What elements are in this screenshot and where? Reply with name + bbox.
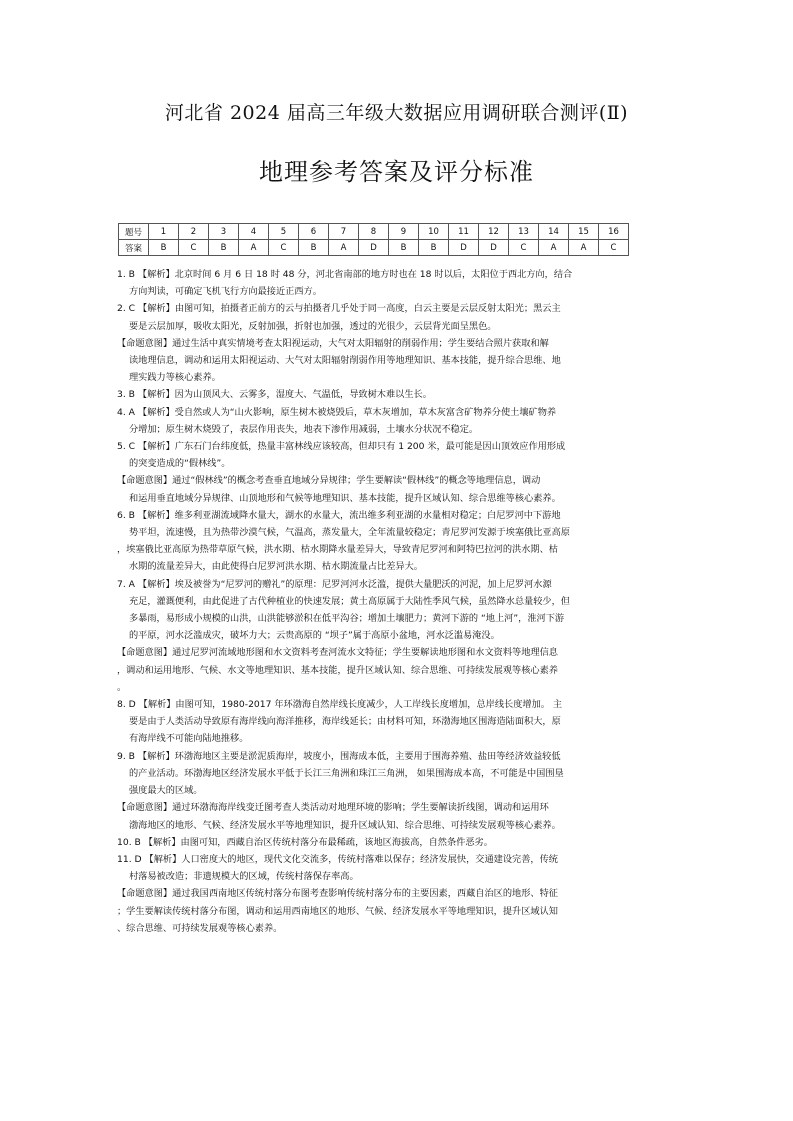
question-number-cell: 6 xyxy=(299,224,329,240)
answer-cell: B xyxy=(209,240,239,256)
answer-cell: A xyxy=(329,240,359,256)
text-line: 。 xyxy=(117,681,127,693)
question-number-cell: 16 xyxy=(599,224,629,240)
table-header-cell: 答案 xyxy=(119,240,149,256)
answer-cell: B xyxy=(389,240,419,256)
question-number-cell: 11 xyxy=(449,224,479,240)
question-number-cell: 8 xyxy=(359,224,389,240)
question-number-cell: 10 xyxy=(419,224,449,240)
text-line: 村落易被改造；非遗规模大的区域，传统村落保存率高。 xyxy=(129,871,359,883)
answer-table-row-answers xyxy=(119,240,629,256)
answer-cell: A xyxy=(569,240,599,256)
text-line: 、综合思维、可持续发展观等核心素养。 xyxy=(117,922,283,934)
text-line: 强度最大的区域。 xyxy=(129,785,203,797)
text-line: 读地理信息，调动和运用太阳视运动、大气对太阳辐射削弱作用等地理知识、基本技能，提升综合思维、地 xyxy=(129,355,561,367)
table-header-cell: 题号 xyxy=(119,224,149,240)
text-line: 多暴雨，易形成小规模的山洪，山洪能够淤积在低平沟谷；增加土壤肥力；黄河下游的 “地上河”，淮河下游 xyxy=(129,613,565,625)
document-subtitle: 地理参考答案及评分标准 xyxy=(259,158,534,186)
question-number-cell: 1 xyxy=(149,224,179,240)
question-number-cell: 14 xyxy=(539,224,569,240)
answer-cell: B xyxy=(299,240,329,256)
text-line: 渤海地区的地形、气候、经济发展水平等地理知识，提升区域认知、综合思维、可持续发展观等核心素养。 xyxy=(129,819,561,831)
answer-table xyxy=(118,223,629,256)
question-number-cell: 15 xyxy=(569,224,599,240)
text-line: 8. D 【解析】由图可知，1980-2017 年环渤海自然岸线长度减少，人工岸线长度增加，总岸线长度增加。 主 xyxy=(117,699,563,711)
text-line: 理实践力等核心素养。 xyxy=(129,372,221,384)
text-line: 9. B 【解析】环渤海地区主要是淤泥质海岸，坡度小，围海成本低，主要用于围海养殖、盐田等经济效益较低 xyxy=(117,750,561,762)
text-line: 的突变造成的“假林线”。 xyxy=(129,458,231,470)
text-line: 水期的流量差异大，由此使得白尼罗河洪水期、枯水期流量占比差异大。 xyxy=(129,561,423,573)
text-line: 【命题意图】通过环渤海海岸线变迁图考查人类活动对地理环境的影响；学生要解读折线图，调动和运用环 xyxy=(117,802,549,814)
text-line: 1. B 【解析】北京时间 6 月 6 日 18 时 48 分，河北省南部的地方时也在 18 时以后，太阳位于西北方向，结合 xyxy=(117,269,573,280)
text-line: 势平坦，流速慢，且为热带沙漠气候，气温高，蒸发量大，全年流量较稳定；青尼罗河发源于埃塞俄比亚高原 xyxy=(129,527,570,539)
text-line: 4. A 【解析】受自然或人为“山火影响，原生树木被烧毁后，草木灰增加，草木灰富含矿物养分使土壤矿物养 xyxy=(117,406,557,418)
question-number-cell: 5 xyxy=(269,224,299,240)
answer-cell: C xyxy=(269,240,299,256)
explanation-body xyxy=(117,266,677,937)
answer-cell: B xyxy=(419,240,449,256)
text-line: 有海岸线不可能向陆地推移。 xyxy=(129,733,249,745)
answer-cell: D xyxy=(449,240,479,256)
text-line: 要是由于人类活动导致原有海岸线向海洋推移，海岸线延长；由材料可知，环渤海地区围海造陆面积大，原 xyxy=(129,716,561,728)
text-line: ；学生要解读传统村落分布图，调动和运用西南地区的地形、气候、经济发展水平等地理知识，提升区域认知 xyxy=(117,905,558,917)
document-title: 河北省 2024 届高三年级大数据应用调研联合测评(Ⅱ) xyxy=(164,102,629,124)
text-line: 的产业活动。环渤海地区经济发展水平低于长江三角洲和珠江三角洲， 如果围海成本高，不可能是中国围垦 xyxy=(129,767,564,779)
text-line: ，调动和运用地形、气候、水文等地理知识、基本技能，提升区域认知、综合思维、可持续发展观等核心素养 xyxy=(117,664,558,676)
text-line: 【命题意图】通过生活中真实情境考查太阳视运动，大气对太阳辐射的削弱作用；学生要结合照片获取和解 xyxy=(117,337,549,349)
text-line: ，埃塞俄比亚高原为热带草原气候，洪水期、枯水期降水量差异大，导致青尼罗河和阿特巴拉河的洪水期、枯 xyxy=(117,544,558,556)
question-number-cell: 3 xyxy=(209,224,239,240)
text-line: 【命题意图】通过我国西南地区传统村落分布图考查影响传统村落分布的主要因素，西藏自治区的地形、特征 xyxy=(117,888,558,900)
question-number-cell: 7 xyxy=(329,224,359,240)
answer-cell: B xyxy=(149,240,179,256)
answer-cell: A xyxy=(539,240,569,256)
answer-cell: C xyxy=(509,240,539,256)
text-line: 10. B 【解析】由图可知，西藏自治区传统村落分布最稀疏，该地区海拔高，自然条件恶劣。 xyxy=(117,836,493,848)
text-line: 6. B 【解析】维多利亚湖流域降水量大，湖水的水量大，流出维多利亚湖的水量相对稳定；白尼罗河中下游地 xyxy=(117,509,561,521)
text-line: 3. B 【解析】因为山顶风大、云雾多，湿度大、气温低，导致树木难以生长。 xyxy=(117,389,432,401)
text-line: 11. D 【解析】人口密度大的地区，现代文化交流多，传统村落难以保存；经济发展快，交通建设完善，传统 xyxy=(117,853,558,865)
answer-cell: A xyxy=(239,240,269,256)
text-line: 【命题意图】通过“假林线”的概念考查垂直地域分异规律；学生要解读“假林线”的概念等地理信息，调动 xyxy=(117,475,541,487)
answer-cell: D xyxy=(479,240,509,256)
text-line: 5. C 【解析】广东石门台纬度低，热量丰富林线应该较高，但却只有 1 200 米，最可能是因山顶效应作用形成 xyxy=(117,441,566,453)
text-line: 充足，灌溉便利，由此促进了古代种植业的快速发展；黄土高原属于大陆性季风气候，虽然降水总量较少，但 xyxy=(129,595,570,607)
text-line: 分增加；原生树木烧毁了，表层作用丧失，地表下渗作用减弱，土壤水分状况不稳定。 xyxy=(129,423,479,435)
text-line: 2. C 【解析】由图可知，拍摄者正前方的云与拍摄者几乎处于同一高度，白云主要是云层反射太阳光；黑云主 xyxy=(117,303,561,315)
question-number-cell: 4 xyxy=(239,224,269,240)
text-line: 7. A 【解析】埃及被誉为“尼罗河的赠礼”的原理：尼罗河河水泛滥，提供大量肥沃的河泥，加上尼罗河水源 xyxy=(117,578,552,590)
answer-cell: C xyxy=(179,240,209,256)
question-number-cell: 12 xyxy=(479,224,509,240)
answer-cell: D xyxy=(359,240,389,256)
question-number-cell: 9 xyxy=(389,224,419,240)
text-line: 要是云层加厚，吸收太阳光，反射加强，折射也加强，透过的光很少，云层背光面呈黑色。 xyxy=(129,320,497,332)
text-line: 【命题意图】通过尼罗河流域地形图和水文资料考查河流水文特征；学生要解读地形图和水文资料等地理信息 xyxy=(117,647,558,659)
text-line: 和运用垂直地域分异规律、山顶地形和气候等地理知识、基本技能，提升区域认知、综合思维等核心素养。 xyxy=(129,492,561,504)
question-number-cell: 2 xyxy=(179,224,209,240)
answer-table-row-numbers xyxy=(119,224,629,240)
text-line: 方向判读，可确定飞机飞行方向最接近正西方。 xyxy=(129,286,322,298)
text-line: 的平原，河水泛滥成灾，破坏力大；云贵高原的 “坝子”属于高原小盆地，河水泛滥易淹没。 xyxy=(129,630,500,642)
answer-cell: C xyxy=(599,240,629,256)
question-number-cell: 13 xyxy=(509,224,539,240)
